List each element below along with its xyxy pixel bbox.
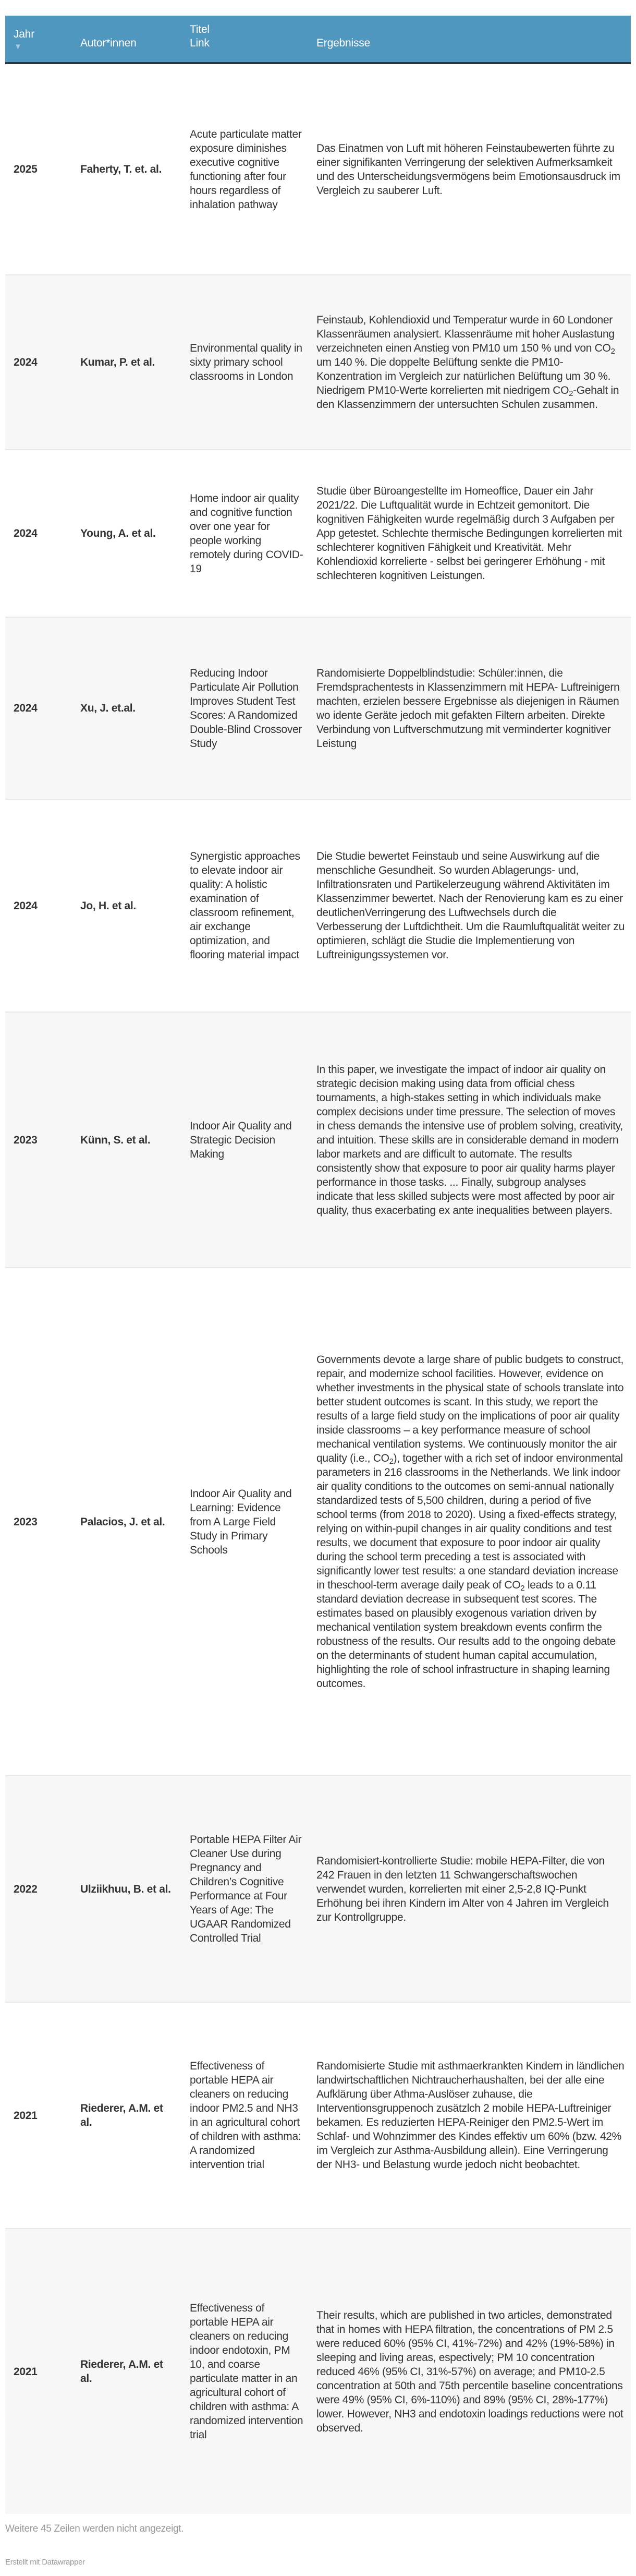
year-header-label: Jahr (14, 28, 35, 40)
table-header-row (5, 16, 631, 63)
year-cell: 2024 (5, 617, 72, 799)
author-cell: Palacios, J. et al. (72, 1268, 181, 1776)
title-link[interactable]: Synergistic approaches to elevate indoor air quality: A holistic examination of classroom refinement, air exchange optimization, and flooring material impact (190, 850, 300, 961)
title-link[interactable]: Home indoor air quality and cognitive function over one year for people working remotely during COVID-19 (190, 492, 303, 575)
datawrapper-table (5, 16, 631, 2514)
studies-table (5, 16, 631, 2514)
title-link[interactable]: Effectiveness of portable HEPA air cleaners on reducing indoor endotoxin, PM 10, and coarse particulate matter in an agricultural cohort of children with asthma: A randomized intervention trial (190, 2302, 303, 2441)
year-cell: 2021 (5, 2229, 72, 2514)
title-header-label: Titel (190, 23, 210, 35)
table-row (5, 2229, 631, 2514)
subscript-text: 2 (610, 347, 615, 356)
result-text: Governments devote a large share of public budgets to construct, repair, and modernize school facilities. However, evidence on whether investments in the physical state of schools translate into better student outcomes is scant. In this study, we report the results of a large field study on the implications of poor air quality inside classrooms – a key performance measure of school mechanical ventilation systems. We continuously monitor the air quality (i.e., CO (316, 1354, 624, 1464)
author-header-label: Autor*innen (80, 37, 137, 49)
table-row (5, 1776, 631, 2002)
title-link[interactable]: Portable HEPA Filter Air Cleaner Use during Pregnancy and Children’s Cognitive Performance at Four Years of Age: The UGAAR Randomized Controlled Trial (190, 1834, 302, 1944)
table-row (5, 63, 631, 275)
title-cell (181, 275, 308, 450)
result-text: Their results, which are published in two articles, demonstrated that in homes with HEPA filtration, the concentrations of PM 2.5 were reduced 60% (95% CI, 41%-72%) and 42% (19%-58%) in sleeping and living areas, espectively; PM 10 concentration reduced 46% (95% CI, 31%-57%) on average; and PM10-2.5 concentration at 50th and 75th percentile baseline concentrations were 49% (95% CI, 6%-110%) and 89% (95% CI, 28%-177%) lower. However, NH3 and endotoxin loadings reductions were not observed. (316, 2309, 623, 2434)
result-cell (308, 799, 631, 1012)
sort-descending-icon[interactable]: ▼ (14, 42, 22, 51)
result-text: Die Studie bewertet Feinstaub und seine Auswirkung auf die menschliche Gesundheit. So wurden Ablagerungs- und, Infiltrationsraten und Partikelerzeugung während Aktivitäten im Klassenzimmer bewertet. Nach der Renovierung kam es zu einer deutlichenVerringerung des Luftwechsels durch die Verbesserung der Luftdichtheit. Um die Raumluftqualität weiter zu optimieren, schlägt die Studie die Implementierung von Luftreinigungssystemen vor. (316, 850, 625, 961)
result-text: Randomisierte Doppelblindstudie: Schüler:innen, die Fremdsprachentests in Klassenzimmern mit HEPA- Luftreinigern machten, erzielen bessere Ergebnisse als diejenigen in Räumen wo idente Geräte jedoch mit gefakten Filtern arbeiten. Direkte Verbindung von Luftverschmutzung mit verminderter kognitiver Leistung (316, 667, 620, 750)
subscript-text: 2 (520, 1584, 525, 1593)
result-text: Feinstaub, Kohlendioxid und Temperatur wurde in 60 Londoner Klassenräumen analysiert. Klassenräume mit hoher Auslastung verzeichneten einen Anstieg von PM10 um 150 % und von CO (316, 314, 615, 354)
year-cell: 2024 (5, 275, 72, 450)
table-row (5, 275, 631, 450)
year-cell: 2022 (5, 1776, 72, 2002)
title-cell (181, 2229, 308, 2514)
title-cell (181, 617, 308, 799)
author-cell: Riederer, A.M. et al. (72, 2002, 181, 2229)
year-cell: 2023 (5, 1268, 72, 1776)
result-cell (308, 2002, 631, 2229)
title-link[interactable]: Effectiveness of portable HEPA air cleaners on reducing indoor PM2.5 and NH3 in an agricultural cohort of children with asthma: A randomized intervention trial (190, 2060, 301, 2171)
author-cell: Xu, J. et.al. (72, 617, 181, 799)
year-cell: 2024 (5, 450, 72, 617)
author-cell: Jo, H. et al. (72, 799, 181, 1012)
table-row (5, 617, 631, 799)
title-cell (181, 1268, 308, 1776)
title-cell (181, 799, 308, 1012)
result-cell (308, 63, 631, 275)
result-text: In this paper, we investigate the impact of indoor air quality on strategic decision making using data from official chess tournaments, a high-stakes setting in which individuals make complex decisions under time pressure. The selection of moves in chess demands the intensive use of problem solving, creativity, and intuition. These skills are in considerable demand in modern labor markets and are difficult to automate. The results consistently show that exposure to poor air quality harms player performance in those tasks. ... Finally, subgroup analyses indicate that less skilled subjects were most affected by poor air quality, thus exacerbating ex ante inequalities between players. (316, 1063, 623, 1217)
title-cell (181, 450, 308, 617)
column-header-author[interactable] (72, 16, 181, 63)
result-text: Randomisierte Studie mit asthmaerkrankten Kindern in ländlichen landwirtschaftlichen Nichtraucherhaushalten, bei der alle eine Aufklärung über Athma-Auslöser zuhause, die Interventionsgruppenoch zusätzlch 2 mobile HEPA-Luftreiniger bekamen. Es reduzierten HEPA-Reiniger den PM2.5-Wert im Schlaf- und Wohnzimmer des Kindes effektiv um 60% (bzw. 42% im Vergleich zur Asthma-Ausbildung allein). Eine Verringerung der NH3- und Belastung wurde jedoch nicht beobachtet. (316, 2060, 625, 2171)
title-link[interactable]: Environmental quality in sixty primary school classrooms in London (190, 342, 302, 382)
year-cell: 2025 (5, 63, 72, 275)
title-link[interactable]: Reducing Indoor Particulate Air Pollution Improves Student Test Scores: A Randomized Double-Blind Crossover Study (190, 667, 302, 750)
result-text: Das Einatmen von Luft mit höheren Feinstaubewerten führte zu einer signifikanten Verringerung der selektiven Aufmerksamkeit und des Unterscheidungsvermögens beim Emotionsausdruck im Vergleich zu sauberer Luft. (316, 142, 620, 197)
table-row (5, 799, 631, 1012)
result-cell (308, 1268, 631, 1776)
title-link[interactable]: Acute particulate matter exposure diminishes executive cognitive functioning after four hours regardless of inhalation pathway (190, 128, 302, 211)
column-header-year[interactable] (5, 16, 72, 63)
subscript-text: 2 (389, 1457, 394, 1466)
title-link[interactable]: Indoor Air Quality and Learning: Evidence from A Large Field Study in Primary Schools (190, 1487, 292, 1556)
link-header-label: Link (190, 37, 210, 49)
year-cell: 2023 (5, 1012, 72, 1268)
title-link[interactable]: Indoor Air Quality and Strategic Decision Making (190, 1120, 292, 1160)
result-cell (308, 1012, 631, 1268)
result-text: ), together with a rich set of indoor environmental parameters in 216 classrooms in the Netherlands. We link indoor air quality conditions to the outcomes on semi-annual nationally standardized tests of 5,500 children, during a period of five school terms (from 2018 to 2020). Using a fixed-effects strategy, relying on within-pupil changes in air quality conditions and test results, we document that exposure to poor indoor air quality during the school term preceding a test is associated with significantly lower test results: a one standard deviation increase in theschool-term average daily peak of CO (316, 1452, 623, 1591)
table-row (5, 450, 631, 617)
results-header-label: Ergebnisse (316, 37, 371, 49)
result-cell (308, 275, 631, 450)
title-cell (181, 1012, 308, 1268)
table-row (5, 2002, 631, 2229)
result-cell (308, 1776, 631, 2002)
year-cell: 2024 (5, 799, 72, 1012)
author-cell: Faherty, T. et. al. (72, 63, 181, 275)
result-text: Randomisiert-kontrollierte Studie: mobile HEPA-Filter, die von 242 Frauen in den letzten 11 Schwangerschaftswochen verwendet wurden, korrelierten mit einer 2,5-2,8 IQ-Punkt Erhöhung bei ihren Kindern im Alter von 4 Jahren im Vergleich zur Kontrollgruppe. (316, 1855, 609, 1923)
result-cell (308, 2229, 631, 2514)
author-cell: Kumar, P. et al. (72, 275, 181, 450)
result-cell (308, 617, 631, 799)
title-cell (181, 63, 308, 275)
title-cell (181, 2002, 308, 2229)
hidden-rows-notice: Weitere 45 Zeilen werden nicht angezeigt. (5, 2523, 184, 2534)
author-cell: Young, A. et al. (72, 450, 181, 617)
title-cell (181, 1776, 308, 2002)
result-cell (308, 450, 631, 617)
table-row (5, 1012, 631, 1268)
datawrapper-credit: Erstellt mit Datawrapper (5, 2558, 85, 2567)
author-cell: Ulziikhuu, B. et al. (72, 1776, 181, 2002)
result-text: um 140 %. Die doppelte Belüftung senkte die PM10-Konzentration im Vergleich zur natürlichen Belüftung um 30 %. Niedrigem PM10-Werte korrelierten mit niedrigem CO (316, 356, 611, 396)
result-text: -Gehalt in den Klassenzimmern der untersuchten Schulen zusammen. (316, 384, 619, 411)
author-cell: Riederer, A.M. et al. (72, 2229, 181, 2514)
table-body (5, 63, 631, 2514)
column-header-results[interactable] (308, 16, 631, 63)
subscript-text: 2 (569, 389, 573, 398)
year-cell: 2021 (5, 2002, 72, 2229)
column-header-title[interactable] (181, 16, 308, 63)
table-row (5, 1268, 631, 1776)
result-text: leads to a 0.11 standard deviation decrease in subsequent test scores. The estimates based on plausibly exogenous variation driven by mechanical ventilation system breakdown events confirm the robustness of the results. Our results add to the ongoing debate on the determinants of student human capital accumulation, highlighting the role of school infrastructure in shaping learning outcomes. (316, 1579, 616, 1690)
result-text: Studie über Büroangestellte im Homeoffice, Dauer ein Jahr 2021/22. Die Luftqualität wurde in Echtzeit gemonitort. Die kognitiven Fähigkeiten wurde regelmäßig durch 3 Aufgaben per App getestet. Schlechte thermische Bedingungen korrelierten mit schlechterer kognitiven Fähigkeit und Kreativität. Mehr Kohlendioxid korrelierte - selbst bei geringerer Erhöhung - mit schlechteren kognitiven Leistungen. (316, 485, 622, 582)
author-cell: Künn, S. et al. (72, 1012, 181, 1268)
